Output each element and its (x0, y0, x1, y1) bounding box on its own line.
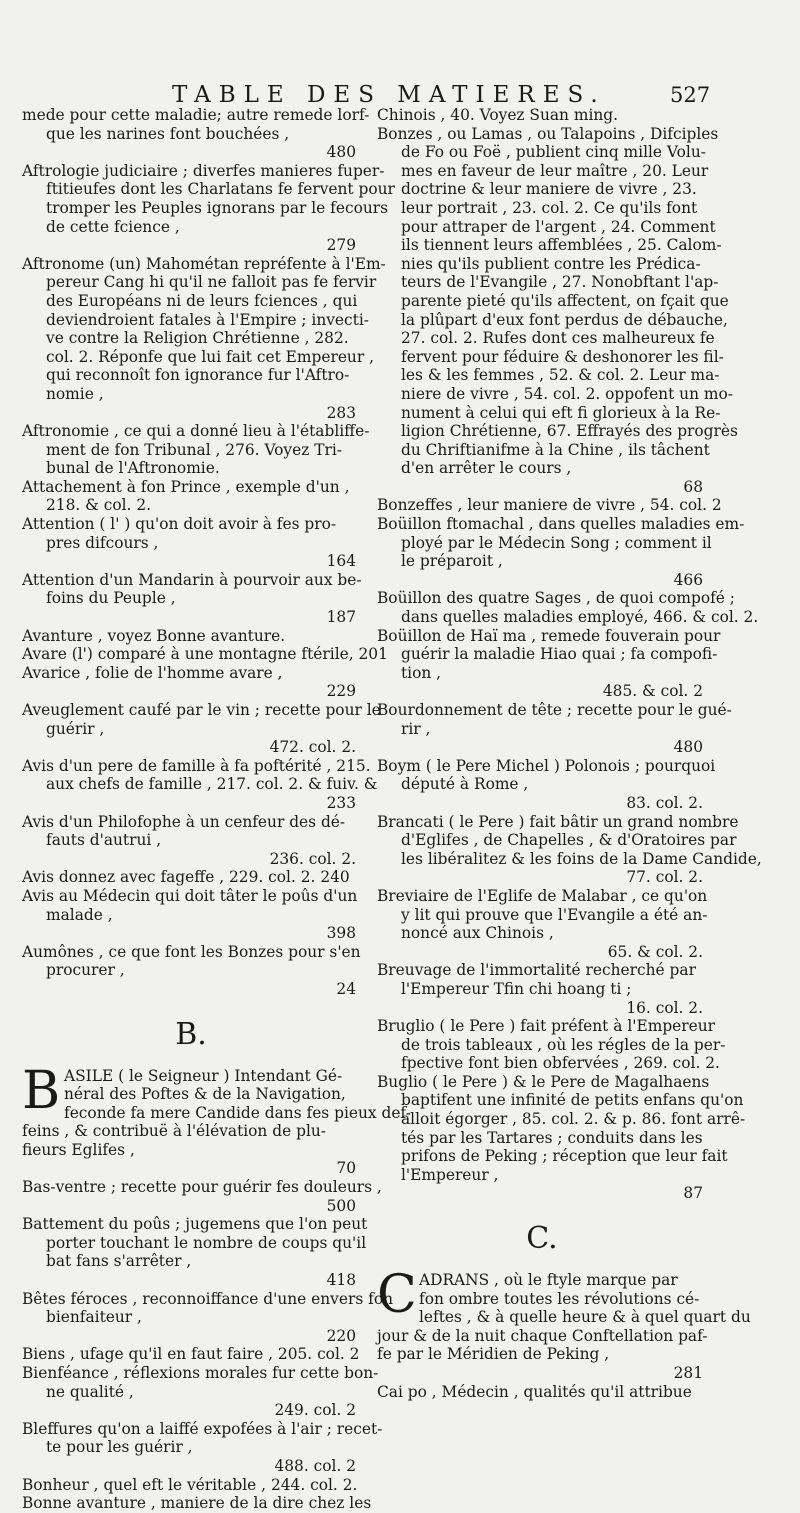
index-entry-line: 236. col. 2. (269, 849, 356, 868)
index-entry (377, 812, 762, 887)
index-entry-line: de trois tableaux , où les régles de la per- (401, 1035, 726, 1054)
index-entry-line: Aftronomie , ce qui a donné lieu à l'établiffe- (22, 422, 370, 441)
index-entry (377, 106, 707, 125)
index-entry (22, 515, 360, 571)
index-entry-line: 77. col. 2. (626, 868, 703, 887)
index-entry-line: Bêtes féroces , reconnoiffance d'une envers fon (22, 1289, 393, 1308)
index-entry-line: doctrine & leur maniere de vivre , 23. (401, 180, 697, 199)
index-entry (22, 1178, 382, 1215)
section-b-first-entry (22, 1060, 411, 1179)
index-entry-line: rir , (401, 719, 431, 738)
index-entry-line: Bourdonnement de tête ; recette pour le gué- (377, 701, 732, 719)
index-entry-line: l'Empereur , (401, 1165, 499, 1184)
index-entry-line: 220 (326, 1326, 356, 1345)
index-entry-line: alloit égorger , 85. col. 2. & p. 86. font arrê- (401, 1110, 746, 1129)
index-entry-line: bunal de l'Aftronomie. (46, 459, 220, 478)
index-entry-line: 480 (326, 143, 356, 162)
index-entry (377, 961, 707, 1017)
index-entry-line: ve contre la Religion Chrétienne , 282. (46, 329, 349, 348)
index-entry-line: Chinois , 40. Voyez Suan ming. (377, 106, 619, 124)
drop-cap: C (377, 1265, 417, 1326)
index-entry-line: nument à celui qui eft fi glorieux à la Re- (401, 403, 721, 422)
index-entry-line: Attention ( l' ) qu'on doit avoir à fes pro- (22, 515, 337, 534)
index-entry-line: nomie , (46, 384, 104, 403)
index-entry-line: pour attraper de l'argent , 24. Comment (401, 217, 716, 236)
index-entry-line: ftitieufes dont les Charlatans fe fervent pour (46, 180, 395, 199)
index-entry (22, 701, 381, 757)
section-b-heading: B. (175, 1016, 207, 1052)
index-entry-line: Avarice , folie de l'homme avare , (22, 663, 283, 682)
index-entry-line: 281 (673, 1364, 703, 1382)
index-entry (377, 756, 716, 813)
index-entry (22, 887, 360, 943)
index-entry-line: 466 (673, 570, 703, 589)
index-entry-line: feins , & contribuë à l'élévation de plu- (22, 1122, 326, 1141)
index-entry-line: fe par le Méridien de Peking , (377, 1345, 610, 1364)
index-entry-line: Bonzeffes , leur maniere de vivre , 54. col. 2 (377, 496, 722, 515)
index-entry-line: guérir , (46, 719, 105, 738)
page-number: 527 (670, 83, 711, 107)
index-entry-line: te pour les guérir , (46, 1438, 193, 1457)
index-entry (22, 1364, 379, 1420)
index-entry (22, 478, 360, 515)
index-entry-line: nies qu'ils publient contre les Prédica- (401, 254, 701, 273)
index-entry-line: ASILE ( le Seigneur ) Intendant Gé- (64, 1066, 343, 1085)
index-entry-line: 398 (326, 924, 356, 943)
index-entry (22, 664, 360, 701)
index-entry-line: la plûpart d'eux font perdus de débauche, (401, 310, 728, 329)
index-entry-line: de cette fcience , (46, 217, 180, 236)
index-entry-line: Aftronome (un) Mahométan repréfente à l'Em- (22, 254, 386, 273)
index-entry-line: 187 (326, 608, 356, 627)
index-entry-line: fpective font bien obfervées , 269. col. 2. (401, 1054, 720, 1073)
index-entry-line: Avare (l') comparé à une montagne ftérile, 201 (22, 645, 388, 664)
index-entry-line: aux chefs de famille , 217. col. 2. & fuiv. & (46, 775, 378, 794)
index-entry-line: baptifent une infinité de petits enfans qu'on (401, 1091, 744, 1110)
index-entry (377, 589, 759, 627)
index-entry-line: député à Rome , (401, 775, 529, 794)
index-entry-line: noncé aux Chinois , (401, 924, 554, 943)
index-entry-line: feconde fa mere Candide dans fes pieux def- (64, 1103, 411, 1122)
index-entry-line: ployé par le Médecin Song ; comment il (401, 533, 712, 552)
index-entry-line: parente pieté qu'ils affectent, on fçait que (401, 291, 729, 310)
index-entry (22, 813, 360, 869)
index-entry-line: Boym ( le Pere Michel ) Polonois ; pourquoi (377, 756, 716, 775)
index-entry-line: que les narines font bouchées , (46, 124, 290, 143)
index-entry-line: d'en arrêter le cours , (401, 459, 572, 478)
index-entry-line: malade , (46, 905, 113, 924)
drop-cap: B (22, 1060, 61, 1121)
index-entry-line: 233 (326, 793, 356, 812)
index-entry-line: 488. col. 2 (274, 1456, 356, 1475)
index-entry-line: jour & de la nuit chaque Conftellation paf- (377, 1326, 708, 1345)
index-entry-line: ADRANS , où le ftyle marque par (419, 1271, 678, 1290)
index-entry-line: bienfaiteur , (46, 1308, 142, 1327)
index-entry (22, 161, 395, 255)
index-entry-line: les libéralitez & les foins de la Dame Candide, (401, 849, 762, 868)
index-entry-line: pereur Cang hi qu'il ne falloit pas fe fervir (46, 273, 377, 292)
index-entry-line: du Chriftianifme à la Chine , ils tâchent (401, 440, 710, 459)
index-entry (377, 626, 721, 701)
index-entry-line: 283 (326, 403, 356, 422)
index-entry-line: bat fans s'arrêter , (46, 1252, 192, 1271)
index-entry-line: 68 (683, 477, 703, 496)
index-entry-line: tromper les Peuples ignorans par le fecours (46, 198, 389, 217)
index-entry-line: Avis d'un pere de famille à fa poftérité , 215. (22, 756, 371, 775)
index-entry-line: pres difcours , (46, 533, 159, 552)
index-entry-line: Breuvage de l'immortalité recherché par (377, 961, 696, 980)
index-entry (22, 645, 388, 664)
index-entry-line: Attachement à fon Prince , exemple d'un , (22, 477, 350, 496)
index-entry (22, 627, 360, 646)
index-entry (22, 106, 370, 162)
section-c-heading: C. (526, 1221, 558, 1257)
index-entry-line: 229 (326, 682, 356, 701)
index-entry (22, 254, 386, 422)
index-entry-line: des Européans ni de leurs fciences , qui (46, 291, 358, 310)
index-entry (22, 1419, 383, 1476)
index-entry-line: ils tiennent leurs affemblées , 25. Calom- (401, 236, 722, 255)
index-entry-line: ne qualité , (46, 1382, 134, 1401)
index-entry-line: ment de fon Tribunal , 276. Voyez Tri- (46, 440, 342, 459)
index-entry-line: col. 2. Réponfe que lui fait cet Empereur , (46, 347, 374, 366)
index-entry-line: Bruglio ( le Pere ) fait préfent à l'Empereur (377, 1017, 716, 1036)
index-entry-line: Brancati ( le Pere ) fait bâtir un grand nombre (377, 812, 739, 831)
left-column (22, 106, 411, 1513)
index-entry (22, 756, 378, 813)
index-entry-line: 16. col. 2. (626, 998, 703, 1017)
index-entry-line: Bleffures qu'on a laiffé expofées à l'air ; recet- (22, 1419, 383, 1438)
index-entry-line: qui reconnoît fon ignorance fur l'Aftro- (46, 366, 350, 385)
index-entry-line: y lit qui prouve que l'Evangile a été an- (401, 905, 708, 924)
index-entry-line: Boüillon ftomachal , dans quelles maladies em- (377, 515, 745, 534)
index-entry-line: 249. col. 2 (274, 1401, 356, 1420)
index-entry-line: fauts d'autrui , (46, 831, 162, 850)
index-entry-line: 27. col. 2. Rufes dont ces malheureux fe (401, 329, 715, 348)
index-entry-line: 485. & col. 2 (602, 682, 703, 701)
index-entry-line: 480 (673, 738, 703, 757)
index-entry-line: Biens , ufage qu'il en faut faire , 205. col. 2 (22, 1345, 360, 1364)
index-entry-line: ligion Chrétienne, 67. Effrayés des progrès (401, 422, 738, 441)
index-entry (377, 1017, 726, 1073)
index-entry-line: Buglio ( le Pere ) & le Pere de Magalhaens (377, 1072, 710, 1091)
index-entry-line: tion , (401, 663, 442, 682)
index-entry (22, 1345, 360, 1364)
index-entry-line: procurer , (46, 961, 125, 980)
index-entry (377, 701, 732, 757)
index-entry (377, 124, 738, 497)
index-entry-line: 418 (326, 1271, 356, 1290)
index-entry-line: Avis donnez avec fageffe , 229. col. 2. 240 (22, 868, 350, 887)
index-entry-line: Aumônes , ce que font les Bonzes pour s'en (22, 942, 361, 961)
index-entry-line: Attention d'un Mandarin à pourvoir aux be- (22, 570, 362, 589)
index-entry-line: Aveuglement caufé par le vin ; recette pour le (22, 701, 381, 719)
index-entry-line: mes en faveur de leur maître , 20. Leur (401, 161, 709, 180)
section-c-first-entry (377, 1265, 751, 1383)
running-title: TABLE DES MATIERES. (172, 82, 606, 108)
index-entry (22, 422, 370, 478)
index-entry-line: Cai po , Médecin , qualités qu'il attribue (377, 1382, 692, 1401)
index-entry-line: guérir la maladie Hiao quai ; fa compofi- (401, 645, 718, 664)
index-entry (377, 1383, 707, 1402)
index-entry (377, 1072, 746, 1203)
index-entry (22, 1494, 372, 1513)
index-entry-line: Bonne avanture , maniere de la dire chez les (22, 1494, 372, 1513)
index-entry-line: 70 (336, 1159, 356, 1178)
index-entry-line: de Fo ou Foë , publient cinq mille Volu- (401, 143, 706, 162)
index-entry-line: néral des Poftes & de la Navigation, (64, 1085, 346, 1104)
index-entry-line: fervent pour féduire & deshonorer les fil- (401, 347, 724, 366)
index-entry-line: Bonzes , ou Lamas , ou Talapoins , Difciples (377, 124, 719, 143)
index-entry-line: Avanture , voyez Bonne avanture. (22, 626, 286, 645)
index-entry (22, 943, 360, 999)
index-entry-line: Bienféance , réflexions morales fur cette bon- (22, 1364, 379, 1382)
index-entry-line: Avis au Médecin qui doit tâter le poûs d'un (22, 886, 358, 905)
index-entry-line: teurs de l'Evangile , 27. Nonobftant l'ap- (401, 273, 719, 292)
index-entry-line: fon ombre toutes les révolutions cé- (419, 1289, 700, 1308)
index-entry-line: d'Eglifes , de Chapelles , & d'Oratoires par (401, 831, 737, 850)
index-entry-line: Bonheur , quel eft le véritable , 244. col. 2. (22, 1475, 358, 1494)
index-entry-line: Boüillon des quatre Sages , de quoi compofé ; (377, 589, 735, 608)
index-entry-line: 472. col. 2. (269, 738, 356, 757)
index-entry-line: prifons de Peking ; réception que leur fait (401, 1147, 728, 1166)
index-entry (377, 887, 707, 961)
index-entry-line: 164 (326, 552, 356, 571)
index-entry-line: niere de vivre , 54. col. 2. oppofent un mo- (401, 384, 733, 403)
index-entry-line: deviendroient fatales à l'Empire ; invecti- (46, 310, 369, 329)
index-entry-line: Aftrologie judiciaire ; diverfes manieres fuper- (22, 161, 385, 180)
index-entry-line: 83. col. 2. (626, 793, 703, 812)
index-entry (22, 868, 360, 887)
index-entry (22, 1215, 368, 1290)
index-entry-line: 65. & col. 2. (607, 942, 703, 961)
index-entry (377, 496, 722, 515)
index-entry-line: Bas-ventre ; recette pour guérir fes douleurs , (22, 1178, 382, 1197)
index-entry-line: fieurs Eglifes , (22, 1140, 135, 1159)
index-entry-line: 87 (683, 1184, 703, 1203)
index-entry (22, 1476, 360, 1495)
index-entry-line: Avis d'un Philofophe à un cenfeur des dé- (22, 812, 346, 831)
index-entry-line: l'Empereur Tfin chi hoang ti ; (401, 979, 632, 998)
index-entry-line: leur portrait , 23. col. 2. Ce qu'ils font (401, 198, 698, 217)
index-entry (22, 1289, 393, 1346)
index-entry-line: Breviaire de l'Eglife de Malabar , ce qu'on (377, 886, 708, 905)
index-entry-line: Boüillon de Haï ma , remede fouverain pour (377, 626, 721, 645)
index-entry (22, 571, 360, 627)
index-entry-line: dans quelles maladies employé, 466. & col. 2. (401, 608, 759, 627)
index-entry-line: mede pour cette maladie; autre remede lorf- (22, 106, 370, 124)
index-entry-line: le préparoit , (401, 552, 503, 571)
index-entry-line: foins du Peuple , (46, 589, 176, 608)
right-column (377, 106, 762, 1401)
index-entry-line: leftes , & à quelle heure & à quel quart du (419, 1308, 751, 1327)
index-entry-line: porter touchant le nombre de coups qu'il (46, 1233, 367, 1252)
index-entry (377, 515, 745, 589)
index-entry-line: les & les femmes , 52. & col. 2. Leur ma- (401, 366, 720, 385)
index-entry-line: 279 (326, 236, 356, 255)
index-entry-line: 500 (326, 1196, 356, 1215)
index-entry-line: tés par les Tartares ; conduits dans les (401, 1128, 703, 1147)
index-entry-line: 218. & col. 2. (46, 496, 152, 515)
index-entry-line: 24 (336, 979, 356, 998)
index-entry-line: Battement du poûs ; jugemens que l'on peut (22, 1215, 368, 1234)
